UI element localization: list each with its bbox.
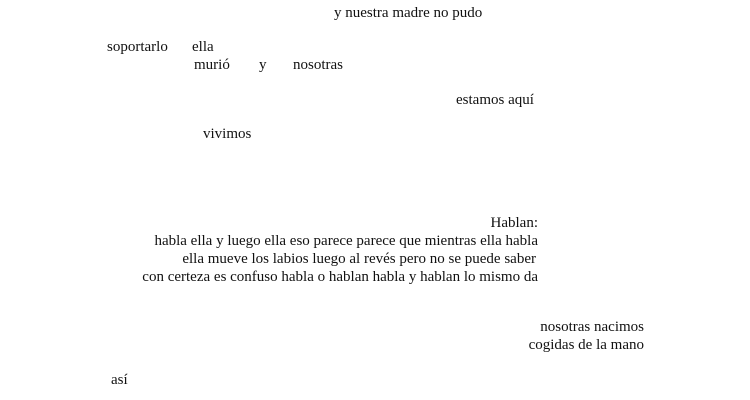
poem-word-murio: murió [194, 57, 230, 73]
poem-word-soportarlo: soportarlo [107, 39, 168, 55]
poem-word-y: y [259, 57, 267, 73]
poem-line-asi: así [111, 372, 128, 388]
poem-word-ella: ella [192, 39, 214, 55]
nacimos-line: nosotras nacimos [540, 319, 644, 335]
poem-line-estamos: estamos aquí [456, 92, 534, 108]
poem-line-vivimos: vivimos [203, 126, 252, 142]
hablan-line: ella mueve los labios luego al revés pero no se puede saber [182, 251, 536, 267]
hablan-line: con certeza es confuso habla o hablan habla y hablan lo mismo da [142, 269, 538, 285]
poem-line-madre: y nuestra madre no pudo [334, 5, 483, 21]
poem-word-nosotras: nosotras [293, 57, 343, 73]
hablan-line: habla ella y luego ella eso parece parece que mientras ella habla [154, 233, 538, 249]
hablan-heading: Hablan: [490, 215, 538, 231]
nacimos-line: cogidas de la mano [528, 337, 644, 353]
